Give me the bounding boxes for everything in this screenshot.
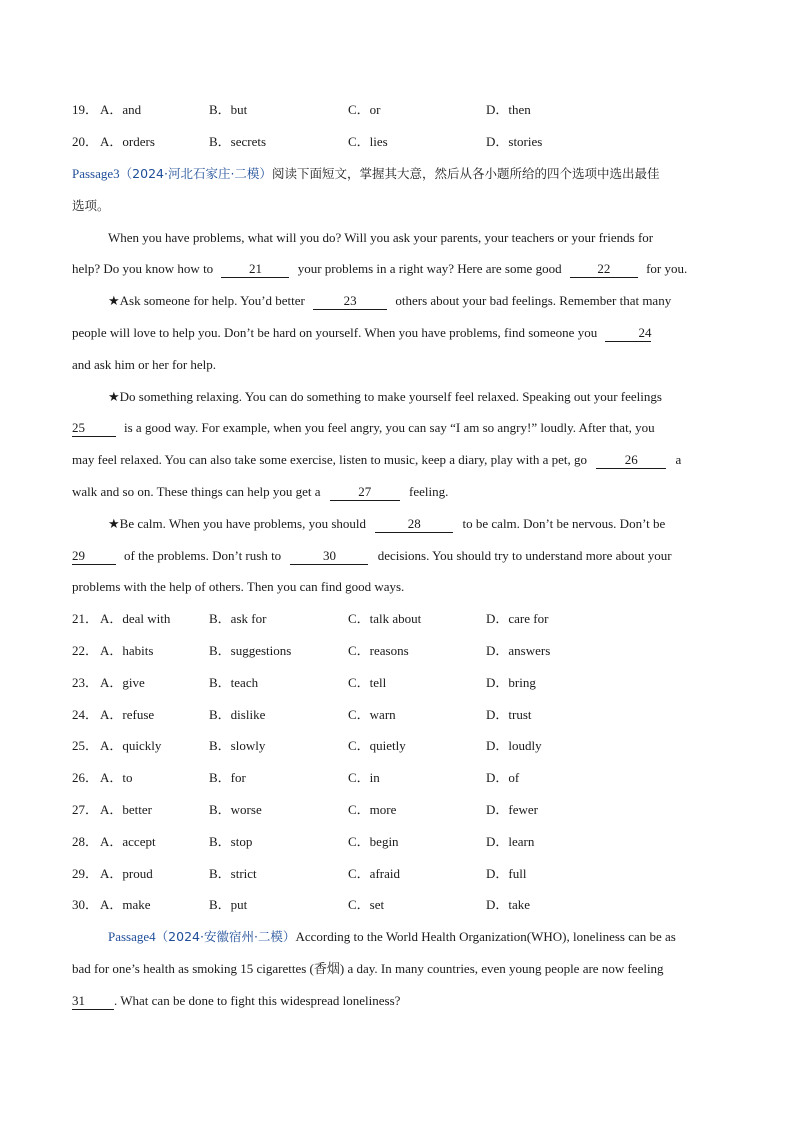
option-a: A．to <box>100 770 133 785</box>
paragraph-text: When you have problems, what will you do? Will you ask your parents, your teachers or your friends for <box>108 230 654 245</box>
option-d: D．trust <box>486 707 532 722</box>
passage3-paragraph-3-line-4 <box>72 482 724 502</box>
paragraph-text: walk and so on. These things can help you get a <box>72 484 321 499</box>
option-b: B．strict <box>209 866 257 881</box>
passage3-paragraph-4-line-3 <box>72 577 724 597</box>
passage3-paragraph-3-line-2 <box>72 418 724 438</box>
paragraph-text: problems with the help of others. Then you can find good ways. <box>72 579 405 594</box>
question-number: 21． <box>72 611 99 626</box>
option-a: A．give <box>100 675 145 690</box>
paragraph-text: According to the World Health Organization(WHO), loneliness can be as <box>295 929 676 944</box>
paragraph-text: ★Ask someone for help. You’d better <box>108 293 305 308</box>
option-c: C．set <box>348 897 385 912</box>
passage3-paragraph-4-line-1 <box>108 514 724 534</box>
blank-26: 26 <box>596 452 666 469</box>
paragraph-text: . What can be done to fight this widespread loneliness? <box>114 993 401 1008</box>
blank-24: 24 <box>605 325 651 342</box>
option-a: A．refuse <box>100 707 155 722</box>
passage3-paragraph-1-line-1 <box>108 228 724 248</box>
blank-28: 28 <box>375 516 453 533</box>
option-a: A．and <box>100 102 142 117</box>
option-c: C．in <box>348 770 380 785</box>
option-d: D．bring <box>486 675 536 690</box>
passage3-paragraph-2-line-2 <box>72 323 724 343</box>
paragraph-text: your problems in a right way? Here are some good <box>297 261 562 276</box>
passage3-header <box>72 164 724 184</box>
option-d: D．fewer <box>486 802 538 817</box>
question-number: 30． <box>72 897 99 912</box>
option-b: B．dislike <box>209 707 266 722</box>
option-d: D．care for <box>486 611 549 626</box>
option-d: D．of <box>486 770 520 785</box>
option-d: D．stories <box>486 134 543 149</box>
paragraph-text: people will love to help you. Don’t be hard on yourself. When you have problems, find someone you <box>72 325 598 340</box>
blank-21: 21 <box>221 261 289 278</box>
passage4-line-3 <box>72 991 724 1011</box>
option-c: C．more <box>348 802 397 817</box>
option-c: C．afraid <box>348 866 400 881</box>
question-number: 26． <box>72 770 99 785</box>
question-number: 28． <box>72 834 99 849</box>
option-c: C．warn <box>348 707 396 722</box>
paragraph-text: may feel relaxed. You can also take some exercise, listen to music, keep a diary, play with a pet, go <box>72 452 588 467</box>
question-row-29 <box>72 864 724 884</box>
option-a: A．accept <box>100 834 156 849</box>
paragraph-text: ★Do something relaxing. You can do something to make yourself feel relaxed. Speaking out your feelings <box>108 389 662 404</box>
blank-22: 22 <box>570 261 638 278</box>
paragraph-text: decisions. You should try to understand more about your <box>377 548 672 563</box>
question-row-23 <box>72 673 724 693</box>
blank-23: 23 <box>313 293 387 310</box>
question-row-30 <box>72 895 724 915</box>
option-c: C．or <box>348 102 381 117</box>
option-c: C．tell <box>348 675 387 690</box>
blank-30: 30 <box>290 548 368 565</box>
question-number: 27． <box>72 802 99 817</box>
paragraph-text: for you. <box>646 261 688 276</box>
paragraph-text: and ask him or her for help. <box>72 357 217 372</box>
question-row-22 <box>72 641 724 661</box>
option-c: C．quietly <box>348 738 406 753</box>
question-row-20 <box>72 132 724 152</box>
option-c: C．reasons <box>348 643 409 658</box>
question-number: 29． <box>72 866 99 881</box>
option-b: B．teach <box>209 675 259 690</box>
question-row-21 <box>72 609 724 629</box>
option-d: D．answers <box>486 643 551 658</box>
passage4-line-1 <box>108 927 724 947</box>
passage3-paragraph-2-line-1 <box>108 291 724 311</box>
passage3-instruction-cont <box>72 196 724 216</box>
option-a: A．habits <box>100 643 154 658</box>
paragraph-text: to be calm. Don’t be nervous. Don’t be <box>462 516 666 531</box>
option-b: B．worse <box>209 802 262 817</box>
option-b: B．but <box>209 102 248 117</box>
question-row-19 <box>72 100 724 120</box>
passage3-paragraph-2-line-3 <box>72 355 724 375</box>
option-a: A．better <box>100 802 152 817</box>
option-b: B．stop <box>209 834 253 849</box>
option-d: D．full <box>486 866 527 881</box>
question-number: 22． <box>72 643 99 658</box>
question-row-27 <box>72 800 724 820</box>
question-number: 24． <box>72 707 99 722</box>
blank-29: 29 <box>72 548 116 565</box>
paragraph-text: is a good way. For example, when you feel angry, you can say “I am so angry!” loudly. After that, you <box>124 420 655 435</box>
paragraph-text: of the problems. Don’t rush to <box>124 548 282 563</box>
blank-25: 25 <box>72 420 116 437</box>
option-d: D．loudly <box>486 738 542 753</box>
option-d: D．take <box>486 897 531 912</box>
question-number: 25． <box>72 738 99 753</box>
passage4-source: （2024·安徽宿州·二模） <box>155 929 296 944</box>
passage3-label: Passage3 <box>72 166 120 181</box>
question-number: 23． <box>72 675 99 690</box>
option-b: B．ask for <box>209 611 267 626</box>
option-b: B．slowly <box>209 738 266 753</box>
option-d: D．learn <box>486 834 535 849</box>
blank-31: 31 <box>72 993 114 1010</box>
question-row-24 <box>72 705 724 725</box>
option-a: A．deal with <box>100 611 171 626</box>
blank-27: 27 <box>330 484 400 501</box>
option-c: C．begin <box>348 834 399 849</box>
question-row-25 <box>72 736 724 756</box>
paragraph-text: help? Do you know how to <box>72 261 214 276</box>
passage3-instruction: 阅读下面短文，掌握其大意，然后从各小题所给的四个选项中选出最佳 <box>271 166 660 181</box>
option-d: D．then <box>486 102 531 117</box>
paragraph-text: ★Be calm. When you have problems, you should <box>108 516 367 531</box>
passage4-line-2 <box>72 959 724 979</box>
paragraph-text: feeling. <box>409 484 449 499</box>
passage3-paragraph-4-line-2 <box>72 546 724 566</box>
question-number: 19． <box>72 102 99 117</box>
passage4-label: Passage4 <box>108 929 156 944</box>
option-c: C．lies <box>348 134 388 149</box>
question-row-26 <box>72 768 724 788</box>
option-a: A．make <box>100 897 151 912</box>
passage3-paragraph-1-line-2 <box>72 259 724 279</box>
passage3-paragraph-3-line-1 <box>108 387 724 407</box>
paragraph-text: bad for one’s health as smoking 15 cigarettes (香烟) a day. In many countries, even young people are now feeling <box>72 961 664 976</box>
option-b: B．for <box>209 770 246 785</box>
instruction-text: 选项。 <box>72 198 110 213</box>
option-b: B．secrets <box>209 134 267 149</box>
option-a: A．quickly <box>100 738 162 753</box>
passage3-paragraph-3-line-3 <box>72 450 724 470</box>
option-b: B．put <box>209 897 248 912</box>
option-a: A．orders <box>100 134 155 149</box>
paragraph-text: a <box>675 452 682 467</box>
option-a: A．proud <box>100 866 153 881</box>
question-row-28 <box>72 832 724 852</box>
passage3-source: （2024·河北石家庄·二模） <box>119 166 272 181</box>
option-b: B．suggestions <box>209 643 292 658</box>
question-number: 20． <box>72 134 99 149</box>
paragraph-text: others about your bad feelings. Remember that many <box>395 293 672 308</box>
option-c: C．talk about <box>348 611 422 626</box>
